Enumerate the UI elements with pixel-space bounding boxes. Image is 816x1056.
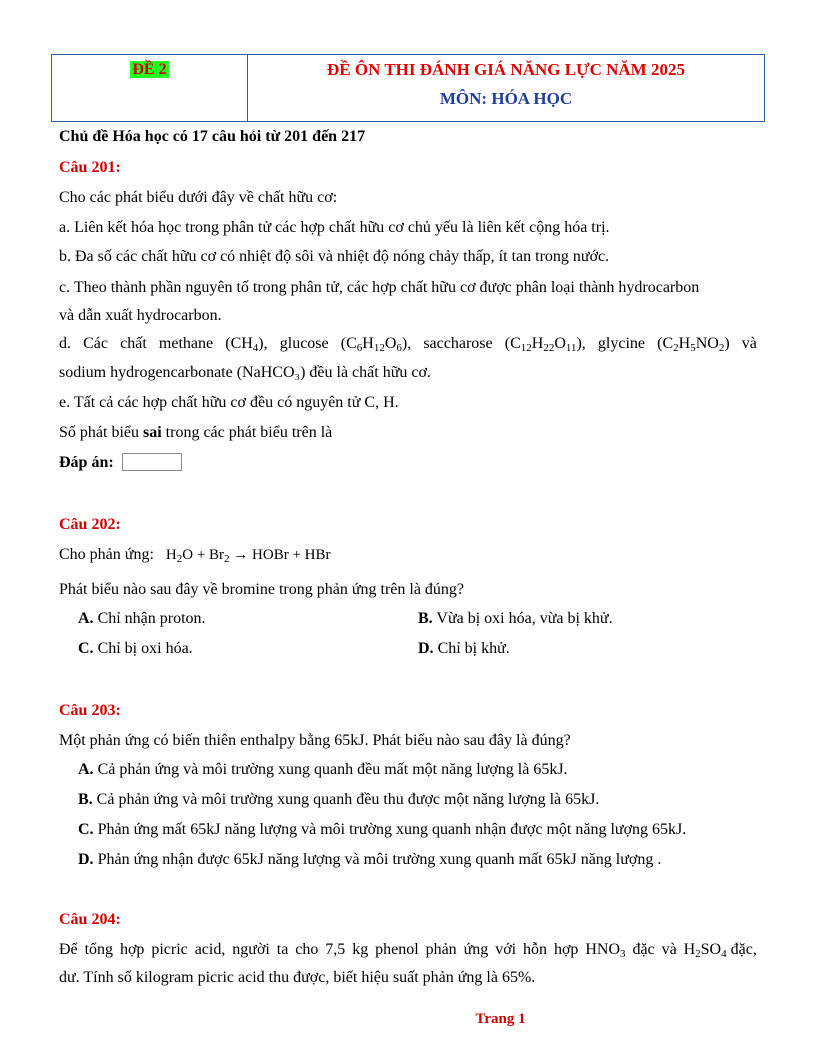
q204-stem-line2: dư. Tính số kilogram picric acid thu được, biết hiệu suất phản ứng là 65%. — [59, 969, 536, 986]
exam-title: ĐỀ ÔN THI ĐÁNH GIÁ NĂNG LỰC NĂM 2025 — [327, 60, 685, 79]
q201-statement-d-line1: d. Các chất methane $(CH_4)$, glucose $(C_6H_{12}O_6)$, saccharose $(C_{12}H_{22}O_{11})$, glycine $(C_2H_5NO_2)$ và — [59, 335, 757, 354]
q201-answer-input[interactable] — [122, 453, 182, 471]
q201-question: Số phát biểu sai trong các phát biểu trên là — [59, 424, 333, 441]
q203-stem: Một phản ứng có biến thiên enthalpy bằng 65kJ. Phát biểu nào sau đây là đúng? — [59, 732, 571, 749]
q203-option-d[interactable]: D. Phản ứng nhận được 65kJ năng lượng và môi trường xung quanh mất 65kJ năng lượng . — [78, 851, 662, 868]
q201-answer-row — [59, 453, 182, 473]
q202-option-b[interactable]: B. Vừa bị oxi hóa, vừa bị khử. — [418, 610, 613, 627]
q201-statement-b: b. Đa số các chất hữu cơ có nhiệt độ sôi và nhiệt độ nóng chảy thấp, ít tan trong nước. — [59, 248, 610, 265]
topic-intro: Chủ đề Hóa học có 17 câu hỏi từ 201 đến 217 — [59, 128, 366, 145]
q201-statement-a: a. Liên kết hóa học trong phân tử các hợp chất hữu cơ chủ yếu là liên kết cộng hóa trị. — [59, 219, 610, 236]
exam-number-badge: ĐỀ 2 — [132, 61, 167, 78]
q201-statement-d-line2: sodium hydrogencarbonate (NaHCO₃) đều là chất hữu cơ. — [59, 364, 431, 381]
q203-option-a[interactable]: A. Cả phản ứng và môi trường xung quanh đều mất một năng lượng là 65kJ. — [78, 761, 568, 778]
q201-stem: Cho các phát biểu dưới đây về chất hữu cơ: — [59, 189, 338, 206]
q202-option-d[interactable]: D. Chỉ bị khử. — [418, 640, 510, 657]
page-number: Trang 1 — [475, 1011, 526, 1027]
q202-stem: Cho phản ứng: $H_2O + Br_2$ → HOBr + HBr — [59, 546, 331, 565]
q202-heading: Câu 202: — [59, 516, 121, 533]
header-right-cell — [248, 55, 764, 121]
q204-stem-line1: Để tổng hợp picric acid, người ta cho 7,5 kg phenol phản ứng với hỗn hợp $HNO_3$ đặc và $H_2SO_4$ đặc, — [59, 941, 757, 960]
header-left-cell — [52, 55, 248, 121]
header-table — [51, 54, 765, 122]
exam-subject: MÔN: HÓA HỌC — [439, 89, 573, 108]
q201-statement-c-line2: và dẫn xuất hydrocarbon. — [59, 307, 222, 324]
q202-equation: $H_2O + Br_2$ → HOBr + HBr — [165, 547, 331, 565]
q203-option-c[interactable]: C. Phản ứng mất 65kJ năng lượng và môi trường xung quanh nhận được một năng lượng 65kJ. — [78, 821, 687, 838]
q201-statement-c-line1: c. Theo thành phần nguyên tố trong phân tử, các hợp chất hữu cơ được phân loại thành hydrocarbon — [59, 279, 700, 296]
q202-option-a[interactable]: A. Chỉ nhận proton. — [78, 610, 206, 627]
q203-heading: Câu 203: — [59, 702, 121, 719]
q201-answer-label: Đáp án: — [59, 454, 114, 471]
q201-heading: Câu 201: — [59, 159, 121, 176]
q202-question: Phát biểu nào sau đây về bromine trong phản ứng trên là đúng? — [59, 581, 465, 598]
q201-statement-e: e. Tất cả các hợp chất hữu cơ đều có nguyên tử C, H. — [59, 394, 399, 411]
q203-option-b[interactable]: B. Cả phản ứng và môi trường xung quanh đều thu được một năng lượng là 65kJ. — [78, 791, 600, 808]
q204-heading: Câu 204: — [59, 911, 121, 928]
q202-option-c[interactable]: C. Chỉ bị oxi hóa. — [78, 640, 193, 657]
